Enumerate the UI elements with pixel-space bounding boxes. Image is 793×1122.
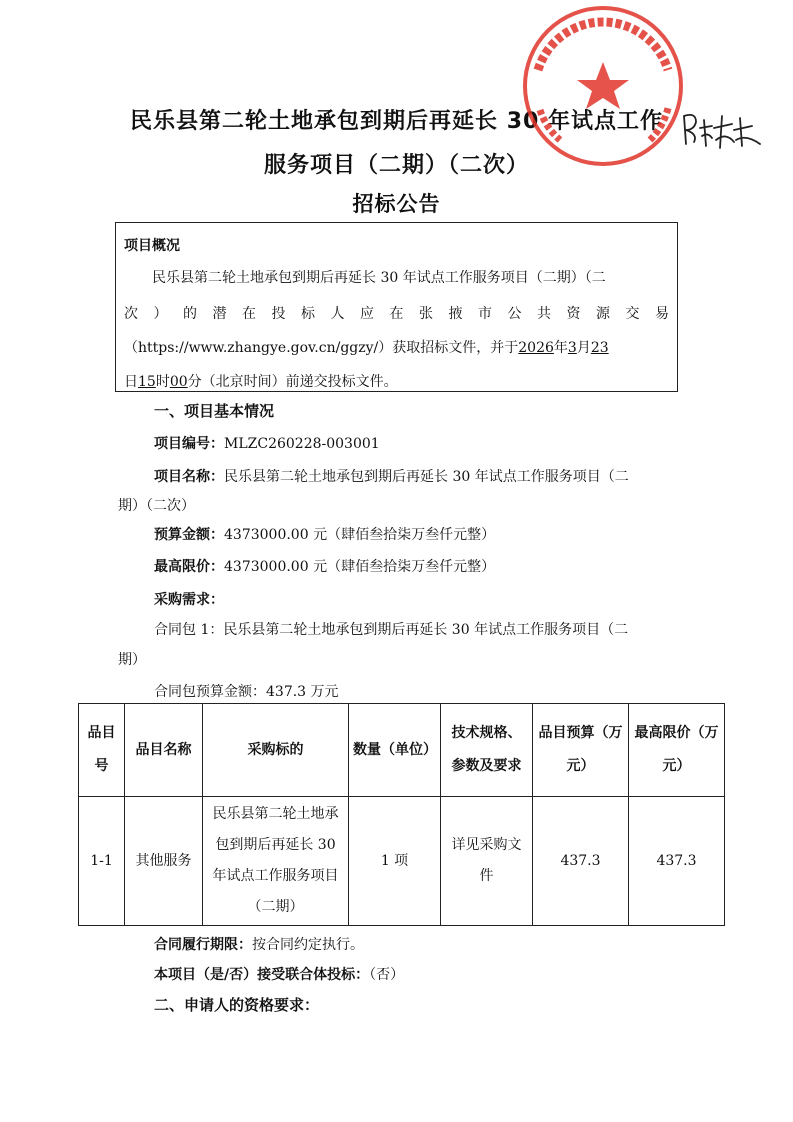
header-spec: 技术规格、参数及要求 <box>441 704 533 797</box>
section-1-heading: 一、项目基本情况 <box>154 402 275 420</box>
lot-description: 合同包 1：民乐县第二轮土地承包到期后再延长 30 年试点工作服务项目（二 <box>154 622 629 638</box>
overview-line-3-text: （https://www.zhangye.gov.cn/ggzy/）获取招标文件，并于 <box>124 340 519 356</box>
title-line-3: 招标公告 <box>352 192 441 216</box>
project-name-label: 项目名称： <box>154 469 224 485</box>
contract-period-row <box>154 934 364 954</box>
max-price-row <box>154 556 495 576</box>
deadline-month: 3 <box>567 340 577 356</box>
project-number-value: MLZC260228-003001 <box>224 436 380 452</box>
official-seal <box>500 0 705 182</box>
title-line-2: 服务项目（二期）（二次） <box>263 153 529 178</box>
project-number-label: 项目编号： <box>154 436 224 452</box>
contract-period-value: 按合同约定执行。 <box>252 937 364 953</box>
overview-line-4 <box>124 371 398 391</box>
header-item-name: 品目名称 <box>125 704 203 797</box>
cell-item-no: 1-1 <box>79 797 125 926</box>
header-quantity: 数量（单位） <box>349 704 441 797</box>
max-price-label: 最高限价： <box>154 559 224 575</box>
consortium-label: 本项目（是/否）接受联合体投标： <box>154 967 370 983</box>
cell-quantity: 1 项 <box>349 797 441 926</box>
lot-budget: 合同包预算金额：437.3 万元 <box>154 684 339 700</box>
overview-line-3 <box>124 337 609 357</box>
title-line-1: 民乐县第二轮土地承包到期后再延长 30 年试点工作 <box>130 109 663 134</box>
cell-item-name: 其他服务 <box>125 797 203 926</box>
overview-line-1: 民乐县第二轮土地承包到期后再延长 30 年试点工作服务项目（二期）（二 <box>152 270 606 286</box>
consortium-row <box>154 964 404 984</box>
project-name-continuation: 期）（二次） <box>118 498 195 514</box>
budget-value: 4373000.00 元（肆佰叁拾柒万叁仟元整） <box>224 527 496 543</box>
project-overview-box <box>115 222 678 392</box>
deadline-hour: 15 <box>138 374 156 390</box>
overview-line-2: 次 ） 的 潜 在 投 标 人 应 在 张 掖 市 公 共 资 源 交 易 <box>124 306 669 322</box>
deadline-day-unit: 日 <box>124 374 138 390</box>
cell-budget: 437.3 <box>533 797 629 926</box>
cell-subject: 民乐县第二轮土地承包到期后再延长 30 年试点工作服务项目（二期） <box>203 797 349 926</box>
demand-row <box>154 589 224 609</box>
project-number-row <box>154 433 380 453</box>
procurement-table <box>78 703 725 926</box>
deadline-year: 2026 <box>518 340 554 356</box>
section-2-heading: 二、申请人的资格要求： <box>154 996 320 1014</box>
deadline-minute: 00 <box>169 374 188 390</box>
deadline-year-unit: 年 <box>553 340 568 356</box>
project-name-row <box>154 466 629 486</box>
max-price-value: 4373000.00 元（肆佰叁拾柒万叁仟元整） <box>224 559 496 575</box>
deadline-hour-unit: 时 <box>155 374 170 390</box>
header-subject: 采购标的 <box>203 704 349 797</box>
table-header-row <box>79 704 725 797</box>
overview-line-4-text: 分（北京时间）前递交投标文件。 <box>187 374 398 390</box>
budget-row <box>154 524 495 544</box>
deadline-month-unit: 月 <box>576 340 591 356</box>
budget-label: 预算金额： <box>154 527 224 543</box>
header-budget: 品目预算（万元） <box>533 704 629 797</box>
deadline-day: 23 <box>590 340 609 356</box>
table-row <box>79 797 725 926</box>
lot-description-continuation: 期） <box>118 652 146 668</box>
cell-max-price: 437.3 <box>629 797 725 926</box>
overview-heading: 项目概况 <box>124 238 180 254</box>
cell-spec: 详见采购文件 <box>441 797 533 926</box>
header-item-no: 品目号 <box>79 704 125 797</box>
demand-label: 采购需求： <box>154 592 224 608</box>
contract-period-label: 合同履行期限： <box>154 937 252 953</box>
handwritten-signature <box>676 106 766 152</box>
consortium-value: （否） <box>369 967 405 983</box>
project-name-value: 民乐县第二轮土地承包到期后再延长 30 年试点工作服务项目（二 <box>224 469 629 485</box>
header-max-price: 最高限价（万元） <box>629 704 725 797</box>
